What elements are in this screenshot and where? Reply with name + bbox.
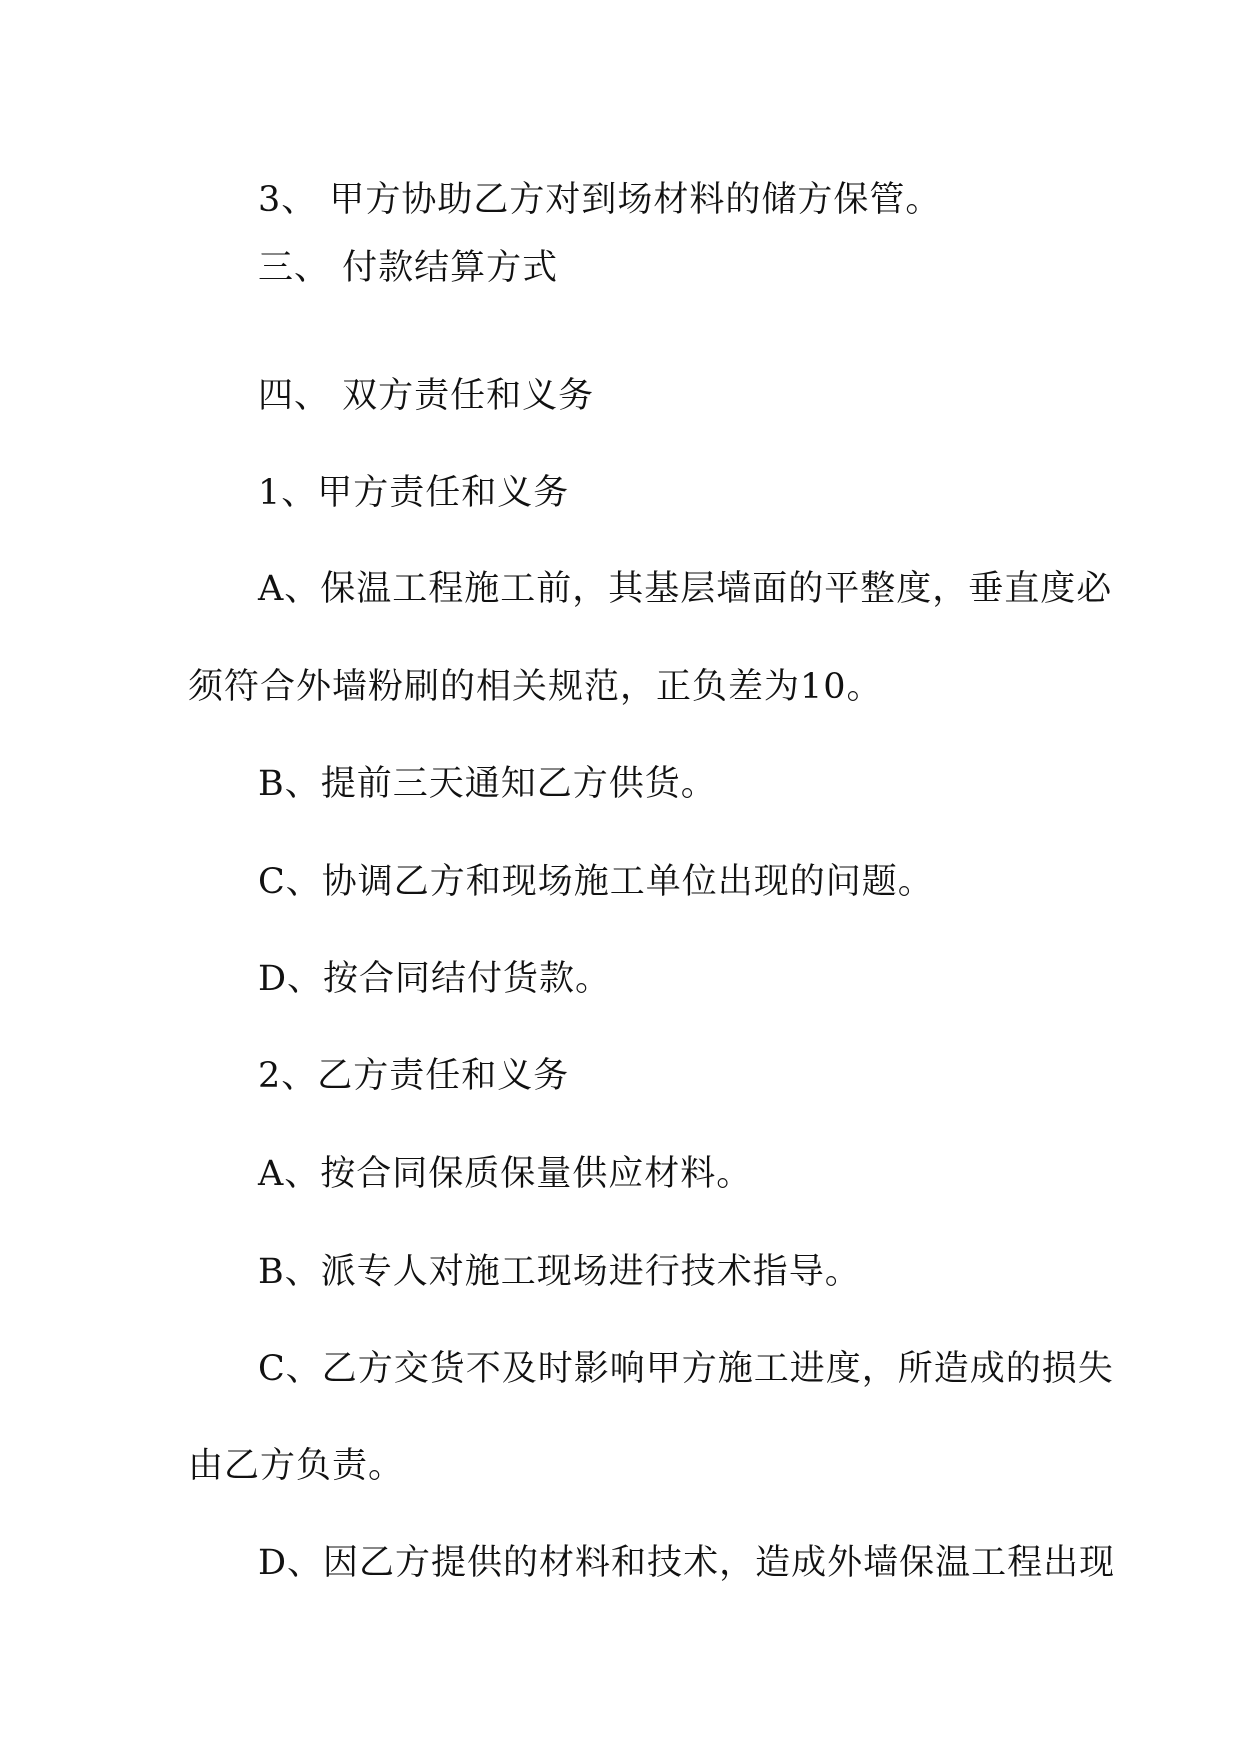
subsection-heading-party-a: 1、甲方责任和义务 — [258, 473, 570, 513]
paragraph-d-party-b-line-1: D、因乙方提供的材料和技术，造成外墙保温工程出现 — [258, 1543, 1116, 1583]
paragraph-c-party-a: C、协调乙方和现场施工单位出现的问题。 — [258, 862, 934, 902]
paragraph-item-3-storage: 3、 甲方协助乙方对到场材料的储方保管。 — [258, 180, 942, 220]
section-heading-responsibilities: 四、 双方责任和义务 — [258, 376, 595, 416]
subsection-heading-party-b: 2、乙方责任和义务 — [258, 1056, 570, 1096]
paragraph-c-party-b-line-2: 由乙方负责。 — [188, 1446, 405, 1486]
section-heading-payment: 三、 付款结算方式 — [258, 248, 559, 288]
paragraph-a-party-b: A、按合同保质保量供应材料。 — [258, 1154, 753, 1194]
paragraph-a-line-2: 须符合外墙粉刷的相关规范，正负差为10。 — [188, 667, 883, 707]
paragraph-a-line-1: A、保温工程施工前，其基层墙面的平整度，垂直度必 — [258, 569, 1113, 609]
paragraph-b-party-b: B、派专人对施工现场进行技术指导。 — [258, 1252, 861, 1292]
paragraph-b-party-a: B、提前三天通知乙方供货。 — [258, 764, 717, 804]
paragraph-d-party-a: D、按合同结付货款。 — [258, 959, 612, 999]
paragraph-c-party-b-line-1: C、乙方交货不及时影响甲方施工进度，所造成的损失 — [258, 1349, 1114, 1389]
